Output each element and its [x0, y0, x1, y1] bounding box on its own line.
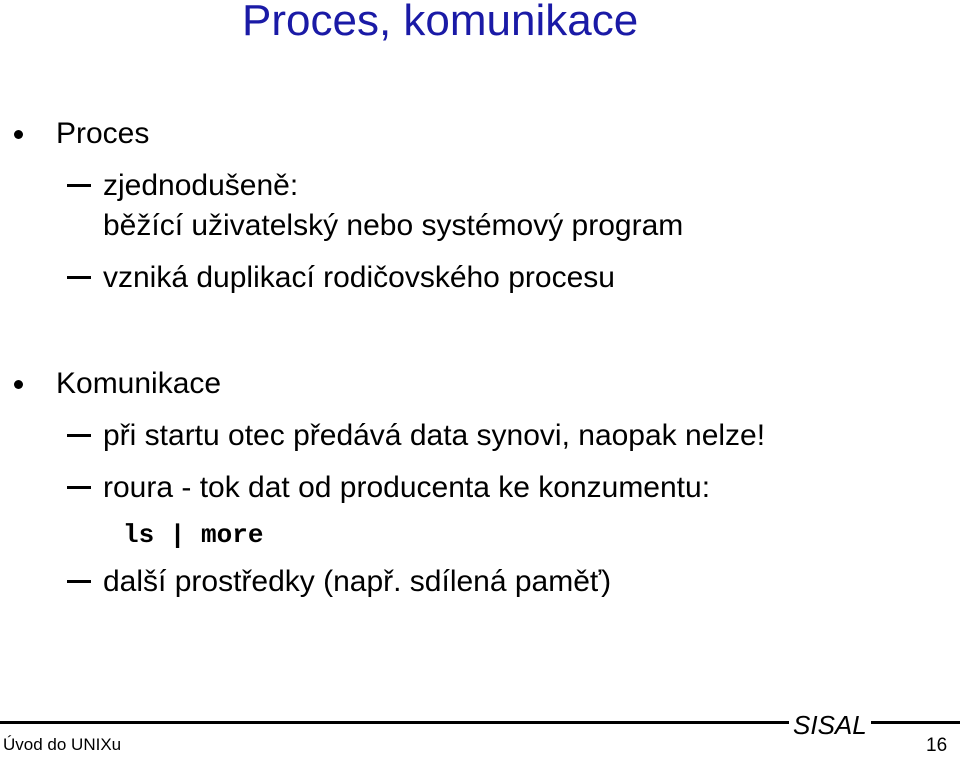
bullet-icon	[14, 380, 23, 389]
bullet-icon	[14, 130, 23, 139]
list-item-continuation: běžící uživatelský nebo systémový program	[103, 209, 684, 242]
dash-icon	[67, 486, 91, 489]
list-item: další prostředky (např. sdílená paměť)	[103, 565, 612, 598]
dash-icon	[67, 434, 91, 437]
dash-icon	[67, 184, 91, 187]
sisal-logo: SISAL	[789, 709, 871, 741]
page-number: 16	[926, 735, 948, 756]
dash-icon	[67, 580, 91, 583]
slide-title: Proces, komunikace	[242, 0, 639, 45]
list-item: vzniká duplikací rodičovského procesu	[103, 261, 615, 294]
section-heading-proces: Proces	[56, 117, 150, 150]
list-item: roura - tok dat od producenta ke konzumentu:	[103, 471, 711, 504]
code-example: ls | more	[123, 520, 264, 550]
section-heading-komunikace: Komunikace	[56, 367, 222, 400]
dash-icon	[67, 276, 91, 279]
footer-course: Úvod do UNIXu	[3, 735, 122, 754]
list-item: zjednodušeně:	[103, 169, 299, 202]
list-item: při startu otec předává data synovi, naopak nelze!	[103, 419, 766, 452]
